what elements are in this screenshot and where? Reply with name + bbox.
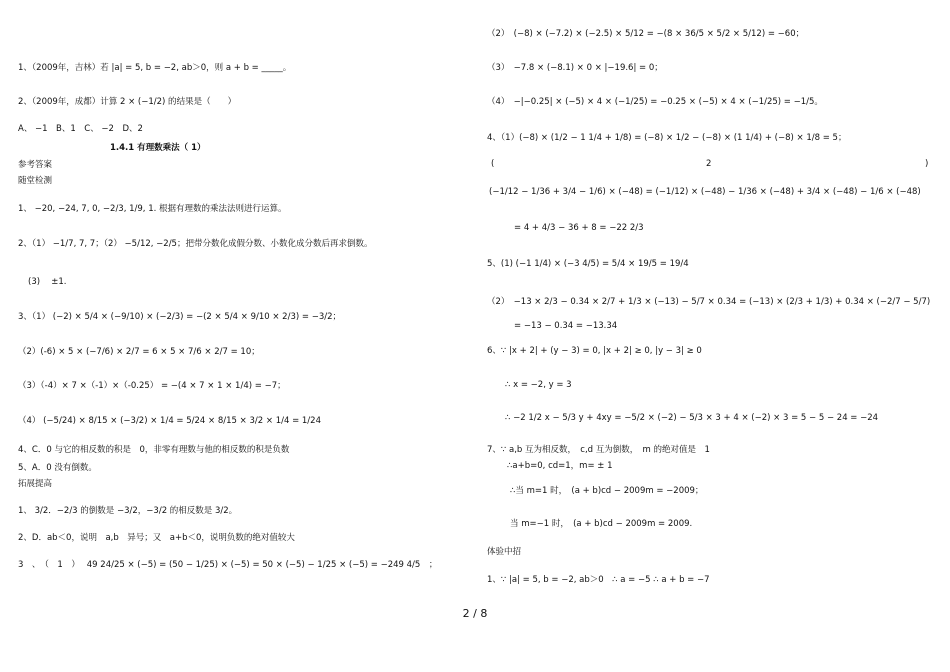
close-paren: ) (925, 159, 929, 169)
right-answer-5-2-result: = −13 − 0.34 = −13.34 (514, 321, 618, 331)
right-answer-7-case-1: ∴当 m=1 时， (a + b)cd − 2009m = −2009； (510, 486, 704, 496)
problem-1: 1、（2009年，吉林）若 |a| = 5, b = −2, ab＞0，则 a + b = _____。 (18, 63, 292, 73)
problem-2-options: A、 −1 B、1 C、 −2 D、2 (18, 124, 143, 134)
right-answer-7: 7、∵ a,b 互为相反数， c,d 互为倒数， m 的绝对值是 1 (487, 445, 710, 455)
extension-answer-3: 3 、 （ 1 ） 49 24/25 × (−5) = (50 − 1/25) × (−5) = 50 × (−5) − 1/25 × (−5) = −249 4/5 ； (18, 560, 438, 570)
exam-experience-heading: 体验中招 (487, 547, 522, 557)
answer-3-part-3: （3）（-4）× 7 ×（-1）×（-0.25） = −(4 × 7 × 1 × 1/4) = −7； (18, 381, 286, 391)
extension-answer-1: 1、 3/2．−2/3 的倒数是 −3/2，−3/2 的相反数是 3/2。 (18, 506, 238, 516)
answer-3-part-1: 3、（1） (−2) × 5/4 × (−9/10) × (−2/3) = −(2 × 5/4 × 9/10 × 2/3) = −3/2； (18, 312, 342, 322)
right-answer-7-facts: ∴a+b=0, cd=1，m= ± 1 (507, 461, 613, 471)
answer-1: 1、 −20, −24, 7, 0, −2/3, 1/9, 1. 根据有理数的乘法法则进行运算。 (18, 204, 287, 214)
answer-reference-heading: 参考答案 (18, 160, 53, 170)
page-indicator: 2 / 8 (462, 607, 488, 620)
answer-2-part-3: (3) ±1. (28, 277, 67, 287)
right-answer-4-2: (−1/12 − 1/36 + 3/4 − 1/6) × (−48) = (−1/12) × (−48) − 1/36 × (−48) + 3/4 × (−48) − 1/6 × (−48) (489, 187, 921, 197)
answer-5: 5、A．0 没有倒数。 (18, 463, 97, 473)
in-class-check-heading: 随堂检测 (18, 176, 53, 186)
answer-3-part-4: （4） (−5/24) × 8/15 × (−3/2) × 1/4 = 5/24 × 8/15 × 3/2 × 1/4 = 1/24 (18, 416, 321, 426)
right-answer-4-2-result: = 4 + 4/3 − 36 + 8 = −22 2/3 (514, 223, 644, 233)
answer-2: 2、（1） −1/7, 7, 7；（2） −5/12, −2/5；把带分数化成假分数、小数化成分数后再求倒数。 (18, 239, 373, 249)
part-number-2: 2 (706, 159, 712, 169)
right-line-3: （3） −7.8 × (−8.1) × 0 × |−19.6| = 0； (487, 63, 663, 73)
right-line-4: （4） −|−0.25| × (−5) × 4 × (−1/25) = −0.25 × (−5) × 4 × (−1/25) = −1/5。 (487, 97, 823, 107)
right-answer-7-case-2: 当 m=−1 时， (a + b)cd − 2009m = 2009. (510, 519, 693, 529)
exam-answer-1: 1、∵ |a| = 5, b = −2, ab＞0 ∴ a = −5 ∴ a + b = −7 (487, 575, 710, 585)
right-answer-6-result: ∴ −2 1/2 x − 5/3 y + 4xy = −5/2 × (−2) − 5/3 × 3 + 4 × (−2) × 3 = 5 − 5 − 24 = −24 (505, 413, 879, 423)
answer-4: 4、C．0 与它的相反数的积是 0，非零有理数与他的相反数的积是负数 (18, 445, 290, 455)
problem-2: 2、（2009年，成都）计算 2 × (−1/2) 的结果是（ ） (18, 97, 237, 107)
extension-heading: 拓展提高 (18, 479, 53, 489)
right-answer-6-values: ∴ x = −2, y = 3 (505, 380, 572, 390)
answer-3-part-2: （2）(-6) × 5 × (−7/6) × 2/7 = 6 × 5 × 7/6 × 2/7 = 10； (18, 347, 260, 357)
right-answer-6: 6、∵ |x + 2| + (y − 3) = 0, |x + 2| ≥ 0, |y − 3| ≥ 0 (487, 346, 702, 356)
right-answer-5-2: （2） −13 × 2/3 − 0.34 × 2/7 + 1/3 × (−13) − 5/7 × 0.34 = (−13) × (2/3 + 1/3) + 0.34 × (−2/7 − 5/7) (487, 297, 931, 307)
right-line-2: （2） (−8) × (−7.2) × (−2.5) × 5/12 = −(8 × 36/5 × 5/2 × 5/12) = −60； (487, 29, 805, 39)
right-answer-4-1: 4、（1）(−8) × (1/2 − 1 1/4 + 1/8) = (−8) × 1/2 − (−8) × (1 1/4) + (−8) × 1/8 = 5； (487, 133, 847, 143)
section-title: 1.4.1 有理数乘法（ 1） (110, 143, 206, 153)
right-answer-5-1: 5、(1) (−1 1/4) × (−3 4/5) = 5/4 × 19/5 = 19/4 (487, 259, 689, 269)
extension-answer-2: 2、D．ab＜0，说明 a,b 异号；又 a+b＜0，说明负数的绝对值较大 (18, 533, 295, 543)
open-paren: ( (491, 159, 495, 169)
